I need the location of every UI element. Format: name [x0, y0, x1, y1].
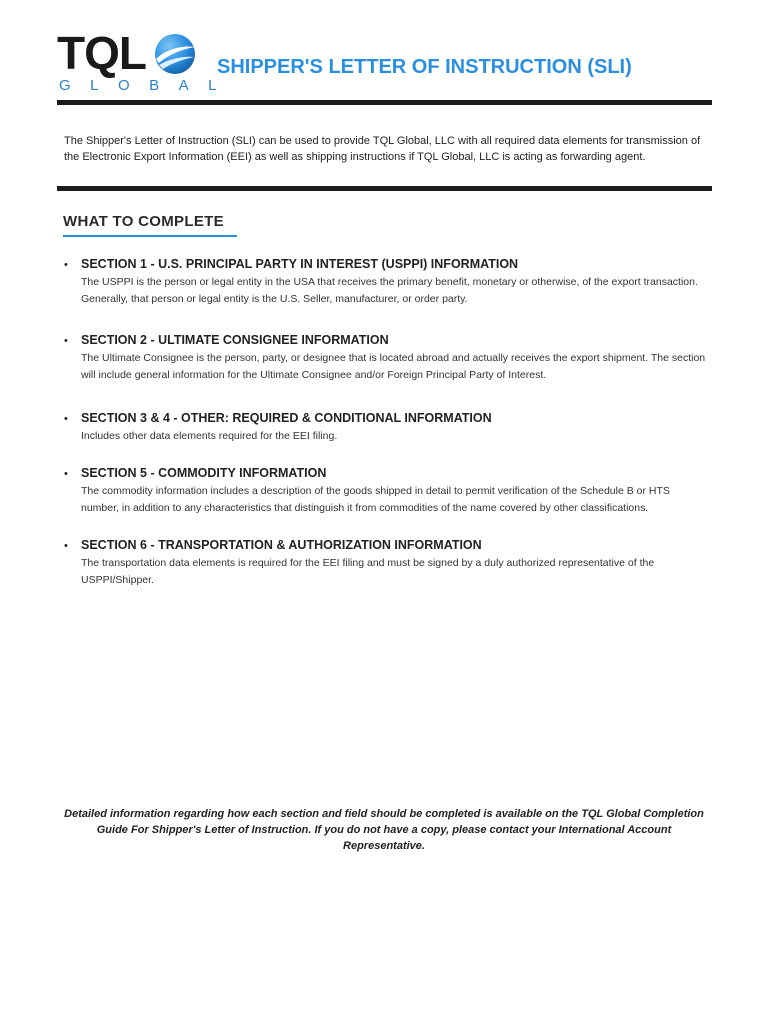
bullet-dot-icon: • [64, 259, 68, 271]
header-divider [57, 100, 712, 105]
section-heading: WHAT TO COMPLETE [63, 213, 224, 230]
footer-note: Detailed information regarding how each section and field should be completed is available on the TQL Global Completion Guide For Shipper's Letter of Instruction. If you do not have a copy, please contact your International Account Representative. [64, 808, 704, 852]
item-title: SECTION 2 - ULTIMATE CONSIGNEE INFORMATION [81, 333, 389, 347]
globe-swoosh-icon [153, 32, 197, 76]
document-header [57, 27, 712, 100]
document-title: SHIPPER'S LETTER OF INSTRUCTION (SLI) [217, 56, 632, 78]
item-title: SECTION 3 & 4 - OTHER: REQUIRED & CONDITIONAL INFORMATION [81, 411, 492, 425]
item-title: SECTION 1 - U.S. PRINCIPAL PARTY IN INTEREST (USPPI) INFORMATION [81, 257, 519, 271]
intro-paragraph: The Shipper's Letter of Instruction (SLI) can be used to provide TQL Global, LLC with all required data elements for transmission of the Electronic Export Information (EEI) as well as shipping instructions if TQL Global, LLC is acting as forwarding agent. [64, 135, 701, 163]
item-description: The commodity information includes a description of the goods shipped in detail to permit verification of the Schedule B or HTS number, in addition to any characteristics that distinguish it from commodities of the name covered by other classifications. [81, 485, 670, 514]
bullet-dot-icon: • [64, 540, 68, 552]
item-description: The USPPI is the person or legal entity in the USA that receives the primary benefit, monetary or otherwise, of the export transaction. Generally, that person or legal entity is the U.S. Seller, manufacturer, or order party. [81, 276, 698, 305]
item-title: SECTION 5 - COMMODITY INFORMATION [81, 466, 327, 480]
intro-divider [57, 186, 712, 191]
list-item [60, 332, 710, 384]
item-description: Includes other data elements required for the EEI filing. [81, 430, 338, 442]
heading-underline [63, 235, 237, 237]
section-list [60, 256, 710, 589]
logo-tql-wordmark: TQL [57, 27, 146, 79]
logo-global-wordmark: GLOBAL [59, 77, 237, 94]
list-item [60, 465, 710, 517]
list-item [60, 410, 710, 445]
bullet-dot-icon: • [64, 468, 68, 480]
item-description: The Ultimate Consignee is the person, party, or designee that is located abroad and actually receives the export shipment. The section will include general information for the Ultimate Consignee and/or Foreign Principal Party of Interest. [81, 352, 706, 381]
item-description: The transportation data elements is required for the EEI filing and must be signed by a duly authorized representative of the USPPI/Shipper. [81, 557, 655, 586]
tql-global-logo [57, 27, 237, 100]
item-title: SECTION 6 - TRANSPORTATION & AUTHORIZATION INFORMATION [81, 538, 482, 552]
list-item [60, 537, 710, 589]
bullet-dot-icon: • [64, 413, 68, 425]
list-item [60, 256, 710, 308]
bullet-dot-icon: • [64, 335, 68, 347]
